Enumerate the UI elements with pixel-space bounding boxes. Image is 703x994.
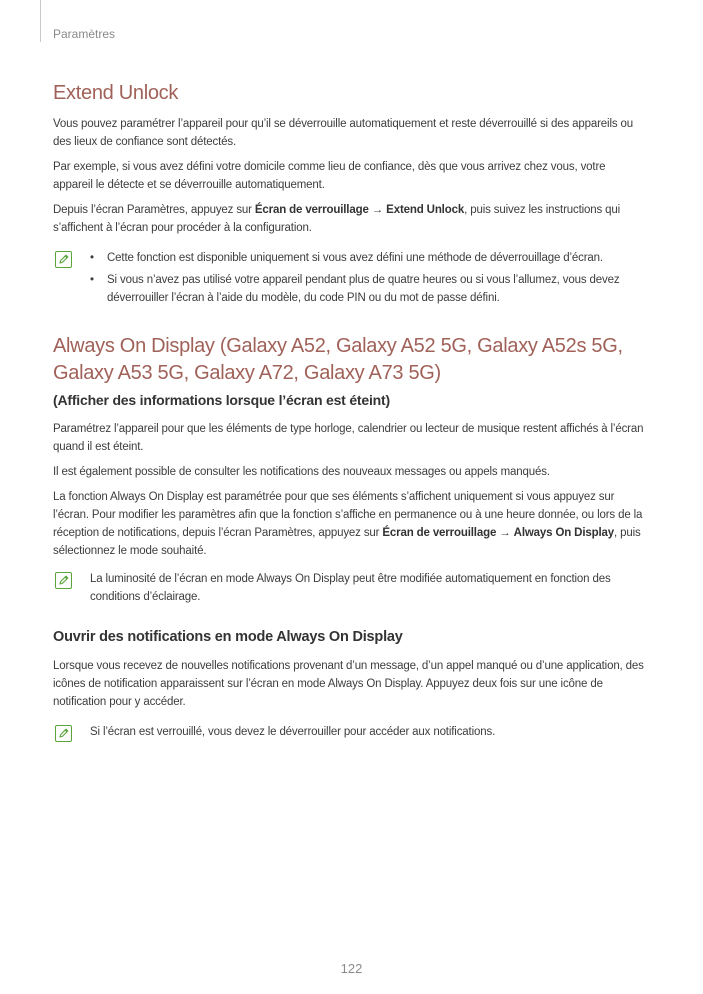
note-pencil-icon [55, 251, 72, 268]
page-number: 122 [340, 961, 363, 976]
text: , puis suivez les instructions qui s’affichent à l’écran pour procéder à la configuration. [53, 204, 621, 234]
note-pencil-icon [55, 572, 72, 589]
note-text: Si l’écran est verrouillé, vous devez le déverrouiller pour accéder aux notifications. [90, 726, 496, 738]
note-text: La luminosité de l’écran en mode Always On Display peut être modifiée automatiquement en fonction des conditions d’éclairage. [90, 573, 611, 603]
paragraph: Vous pouvez paramétrer l’appareil pour qu’il se déverrouille automatiquement et reste déverrouillé si des appareils ou des lieux de confiance sont détectés. [53, 118, 633, 148]
text: La fonction Always On Display est paramétrée pour que ses éléments s’affichent uniquement si vous appuyez sur l’écran. Pour modifier les paramètres afin que la fonction s’affiche en permanence ou à une heure donnée, ou lors de la réception de notifications, depuis l’écran Paramètres, appuyez sur [53, 491, 643, 539]
note-list [90, 249, 647, 307]
note-pencil-icon [55, 725, 72, 742]
menu-path-lock-screen: Écran de verrouillage [382, 527, 497, 539]
section-title-notifications: Ouvrir des notifications en mode Always On Display [53, 629, 403, 645]
paragraph: Lorsque vous recevez de nouvelles notifications provenant d’un message, d’un appel manqué ou d’une application, des icônes de notification apparaissent sur l’écran en mode Always On Display. Appuyez deux fois sur une icône de notification pour y accéder. [53, 660, 644, 708]
paragraph-instructions [53, 201, 647, 237]
paragraph: Paramétrez l’appareil pour que les éléments de type horloge, calendrier ou lecteur de musique restent affichés à l’écran quand il est éteint. [53, 423, 644, 453]
paragraph-instructions [53, 488, 647, 560]
note-block [53, 723, 647, 741]
section-title-extend-unlock: Extend Unlock [53, 82, 179, 104]
paragraph: Il est également possible de consulter les notifications des nouveaux messages ou appels manqués. [53, 466, 550, 478]
note-block [53, 249, 647, 307]
menu-path-extend-unlock: Extend Unlock [386, 204, 465, 216]
menu-path-lock-screen: Écran de verrouillage [254, 204, 369, 216]
page-header-title: Paramètres [53, 27, 116, 41]
text: Depuis l’écran Paramètres, appuyez sur [53, 204, 255, 216]
header-divider [40, 0, 41, 42]
section-title-always-on-display: Always On Display (Galaxy A52, Galaxy A52 5G, Galaxy A52s 5G, Galaxy A53 5G, Galaxy A72, Galaxy A73 5G) [53, 335, 623, 384]
arrow: → [368, 204, 387, 216]
section-subtitle: (Afficher des informations lorsque l’écran est éteint) [53, 392, 390, 408]
paragraph: Par exemple, si vous avez défini votre domicile comme lieu de confiance, dès que vous arrivez chez vous, votre appareil le détecte et se déverrouille automatiquement. [53, 161, 606, 191]
note-block [53, 570, 647, 606]
arrow: → [496, 527, 514, 539]
menu-path-always-on-display: Always On Display [513, 527, 615, 539]
list-item: • Cette fonction est disponible uniquement si vous avez défini une méthode de déverrouillage d’écran. [90, 249, 647, 267]
page-content [53, 80, 647, 748]
text: , puis sélectionnez le mode souhaité. [53, 527, 641, 557]
list-item: • Si vous n’avez pas utilisé votre appareil pendant plus de quatre heures ou si vous l’allumez, vous devez déverrouiller l’écran à l’aide du modèle, du code PIN ou du mot de passe défini. [90, 271, 647, 307]
